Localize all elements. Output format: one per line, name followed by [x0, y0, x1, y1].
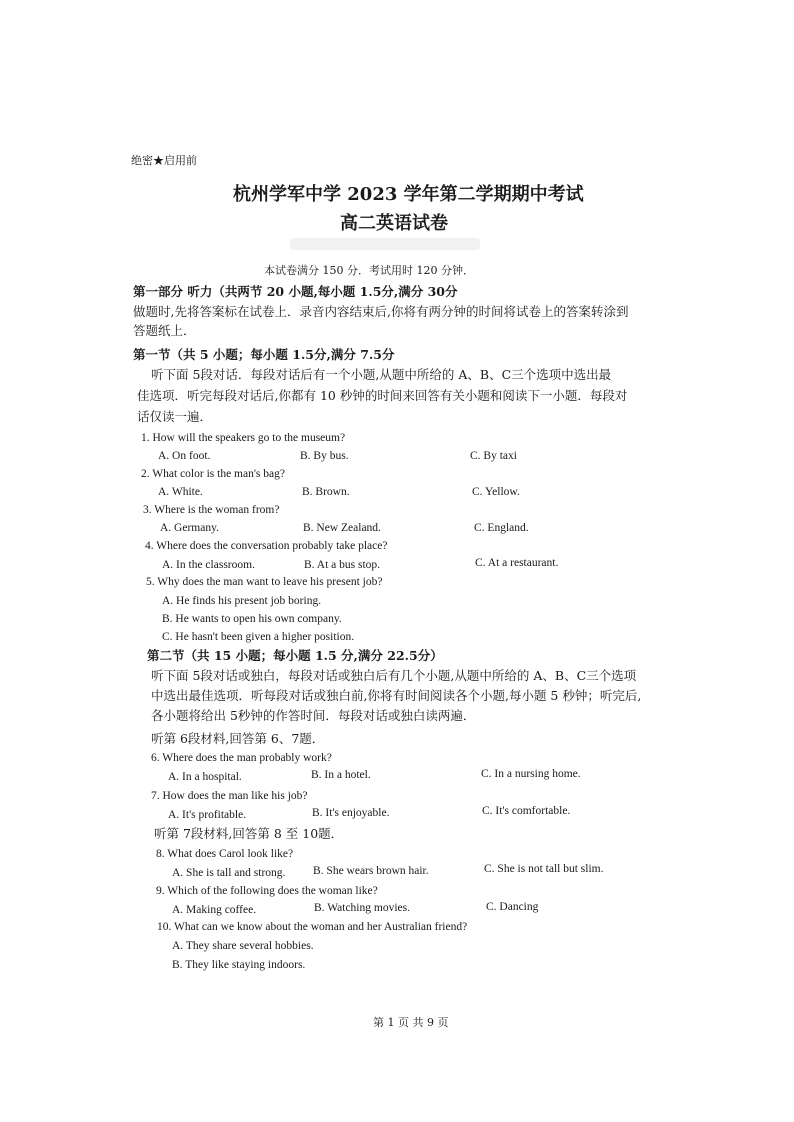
- question-1: 1. How will the speakers go to the museum?: [141, 432, 346, 444]
- part1-heading: 第一部分 听力（共两节 20 小题,每小题 1.5分,满分 30分: [133, 284, 458, 299]
- q7-option-b: B. It's enjoyable.: [312, 807, 390, 819]
- section2-instruction-line: 各小题将给出 5秒钟的作答时间．每段对话或独白读两遍．: [151, 708, 476, 723]
- question-5: 5. Why does the man want to leave his present job?: [146, 576, 383, 588]
- question-3: 3. Where is the woman from?: [143, 504, 280, 516]
- q7-option-a: A. It's profitable.: [168, 809, 247, 821]
- q10-option-b: B. They like staying indoors.: [172, 959, 306, 971]
- q10-option-a: A. They share several hobbies.: [172, 940, 314, 952]
- section2-instruction-line: 中选出最佳选项．听每段对话或独白前,你将有时间阅读各个小题,每小题 5 秒钟；听完后,: [151, 688, 642, 703]
- q5-option-a: A. He finds his present job boring.: [162, 595, 322, 607]
- q8-option-a: A. She is tall and strong.: [172, 867, 286, 879]
- q1-option-b: B. By bus.: [300, 450, 349, 462]
- section2-heading: 第二节（共 15 小题；每小题 1.5 分,满分 22.5分）: [147, 648, 443, 663]
- q1-option-a: A. On foot.: [158, 450, 211, 462]
- q2-option-b: B. Brown.: [302, 486, 350, 498]
- q6-option-c: C. In a nursing home.: [481, 768, 581, 780]
- question-8: 8. What does Carol look like?: [156, 848, 294, 860]
- q3-option-c: C. England.: [474, 522, 529, 534]
- exam-title: 杭州学军中学 2023 学年第二学期期中考试: [233, 184, 584, 205]
- redacted-line: [290, 238, 480, 250]
- question-2: 2. What color is the man's bag?: [141, 468, 285, 480]
- question-9: 9. Which of the following does the woman like?: [156, 885, 378, 897]
- section1-heading: 第一节（共 5 小题；每小题 1.5分,满分 7.5分: [133, 347, 395, 362]
- confidential-mark: 绝密★启用前: [131, 154, 197, 167]
- q8-option-b: B. She wears brown hair.: [313, 865, 429, 877]
- score-time-note: 本试卷满分 150 分．考试用时 120 分钟．: [264, 264, 474, 277]
- q9-option-c: C. Dancing: [486, 901, 539, 913]
- part1-instruction-line: 做题时,先将答案标在试卷上．录音内容结束后,你将有两分钟的时间将试卷上的答案转涂到: [133, 304, 629, 319]
- question-10: 10. What can we know about the woman and her Australian friend?: [157, 921, 468, 933]
- q9-option-a: A. Making coffee.: [172, 904, 257, 916]
- page-number: 第 1 页 共 9 页: [373, 1016, 449, 1029]
- q6-option-b: B. In a hotel.: [311, 769, 371, 781]
- q3-option-b: B. New Zealand.: [303, 522, 381, 534]
- q9-option-b: B. Watching movies.: [314, 902, 410, 914]
- material-6-intro: 听第 6段材料,回答第 6、7题．: [151, 731, 325, 746]
- material-7-intro: 听第 7段材料,回答第 8 至 10题．: [154, 826, 344, 841]
- section1-instruction-line: 话仅读一遍．: [137, 409, 213, 424]
- q7-option-c: C. It's comfortable.: [482, 805, 571, 817]
- section1-instruction-line: 佳选项．听完每段对话后,你都有 10 秒钟的时间来回答有关小题和阅读下一小题．每段对: [137, 388, 628, 403]
- question-6: 6. Where does the man probably work?: [151, 752, 332, 764]
- section1-instruction-line: 听下面 5段对话．每段对话后有一个小题,从题中所给的 A、B、C三个选项中选出最: [151, 367, 612, 382]
- q3-option-a: A. Germany.: [160, 522, 219, 534]
- question-4: 4. Where does the conversation probably take place?: [145, 540, 388, 552]
- q4-option-a: A. In the classroom.: [162, 559, 255, 571]
- exam-subtitle: 高二英语试卷: [340, 213, 448, 234]
- q4-option-b: B. At a bus stop.: [304, 559, 381, 571]
- q1-option-c: C. By taxi: [470, 450, 517, 462]
- q5-option-b: B. He wants to open his own company.: [162, 613, 342, 625]
- q4-option-c: C. At a restaurant.: [475, 557, 559, 569]
- part1-instruction-line: 答题纸上．: [133, 323, 196, 338]
- q6-option-a: A. In a hospital.: [168, 771, 242, 783]
- section2-instruction-line: 听下面 5段对话或独白，每段对话或独白后有几个小题,从题中所给的 A、B、C三个选项: [151, 668, 637, 683]
- q2-option-c: C. Yellow.: [472, 486, 520, 498]
- q2-option-a: A. White.: [158, 486, 203, 498]
- q5-option-c: C. He hasn't been given a higher position.: [162, 631, 355, 643]
- question-7: 7. How does the man like his job?: [151, 790, 308, 802]
- q8-option-c: C. She is not tall but slim.: [484, 863, 604, 875]
